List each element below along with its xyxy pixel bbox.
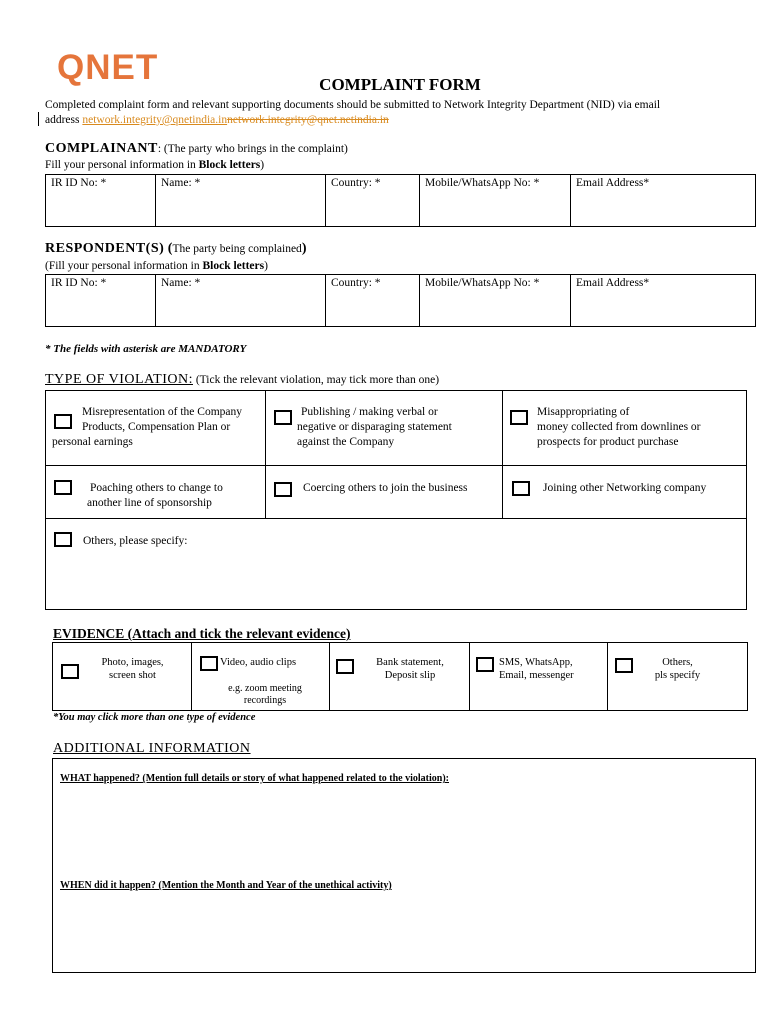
coercing-checkbox[interactable] — [274, 482, 292, 497]
others-specify-field[interactable] — [83, 552, 733, 602]
coercing-label: Coercing others to join the business — [303, 482, 468, 494]
joining-label: Joining other Networking company — [543, 482, 707, 494]
label-line: negative or disparaging statement — [297, 421, 452, 433]
respondent-irid-field[interactable]: IR ID No: * — [46, 275, 156, 327]
misappropriating-checkbox[interactable] — [510, 410, 528, 425]
complainant-mobile-field[interactable]: Mobile/WhatsApp No: * — [420, 175, 571, 227]
instruction-close: ) — [260, 159, 265, 171]
violation-title: TYPE OF VIOLATION: — [45, 372, 193, 387]
label-line: SMS, WhatsApp, — [499, 657, 573, 668]
instruction-text: (Fill your personal information in — [45, 260, 203, 272]
divider — [607, 642, 608, 710]
text-cursor — [38, 112, 39, 126]
label-line: another line of sponsorship — [87, 497, 212, 509]
others-label: Others, please specify: — [83, 535, 188, 547]
label-line: prospects for product purchase — [537, 436, 679, 448]
photo-label — [80, 656, 185, 682]
respondent-email-field[interactable]: Email Address* — [571, 275, 756, 327]
label-line: personal earnings — [52, 436, 133, 448]
others-checkbox[interactable] — [54, 532, 72, 547]
label-line: money collected from downlines or — [537, 421, 701, 433]
instruction-text: Fill your personal information in — [45, 159, 199, 171]
divider — [469, 642, 470, 710]
intro-text — [45, 98, 735, 128]
label-line: recordings — [243, 695, 287, 706]
instruction-close: ) — [264, 260, 268, 272]
poaching-label — [87, 481, 262, 511]
sms-label — [499, 656, 604, 682]
label-line: against the Company — [297, 436, 395, 448]
qnet-logo: QNET — [57, 48, 159, 87]
intro-line-1: Completed complaint form and relevant supporting documents should be submitted to Network Integrity Department (NID) via email — [45, 99, 661, 111]
divider — [502, 390, 503, 518]
misappropriating-label — [537, 405, 742, 450]
complainant-email-field[interactable]: Email Address* — [571, 175, 756, 227]
additional-heading: ADDITIONAL INFORMATION — [53, 741, 251, 756]
publishing-checkbox[interactable] — [274, 410, 292, 425]
evidence-note: *You may click more than one type of evidence — [53, 712, 256, 723]
poaching-checkbox[interactable] — [54, 480, 72, 495]
respondent-paren-close: ) — [301, 241, 307, 256]
video-note — [205, 683, 325, 707]
label-line: Deposit slip — [384, 670, 436, 681]
email-link[interactable]: network.integrity@qnetindia.in — [82, 114, 228, 126]
label-line: Publishing / making verbal or — [301, 406, 438, 418]
video-label: Video, audio clips — [220, 657, 297, 668]
evidence-heading: EVIDENCE (Attach and tick the relevant evidence) — [53, 626, 351, 641]
respondent-title: RESPONDENT(S) — [45, 241, 165, 256]
joining-checkbox[interactable] — [512, 481, 530, 496]
label-line: Email, messenger — [499, 670, 574, 681]
evidence-others-label — [635, 656, 720, 682]
when-answer-field[interactable] — [60, 896, 750, 966]
sms-checkbox[interactable] — [476, 657, 494, 672]
label-line: Photo, images, — [101, 657, 164, 668]
complainant-table — [45, 174, 756, 227]
evidence-others-checkbox[interactable] — [615, 658, 633, 673]
violation-subtitle: (Tick the relevant violation, may tick more than one) — [192, 374, 440, 386]
label-line: Misappropriating of — [537, 406, 630, 418]
photo-checkbox[interactable] — [61, 664, 79, 679]
complainant-irid-field[interactable]: IR ID No: * — [46, 175, 156, 227]
complainant-instruction — [45, 159, 264, 171]
bank-label — [355, 656, 465, 682]
instruction-bold: Block letters — [202, 260, 265, 272]
video-checkbox[interactable] — [200, 656, 218, 671]
misrepresentation-label — [52, 405, 264, 450]
respondent-table — [45, 274, 756, 327]
complainant-country-field[interactable]: Country: * — [326, 175, 420, 227]
respondent-heading — [45, 241, 306, 257]
divider — [329, 642, 330, 710]
bank-checkbox[interactable] — [336, 659, 354, 674]
label-line: Bank statement, — [376, 657, 444, 668]
complainant-title: COMPLAINANT — [45, 141, 158, 156]
violation-heading — [45, 372, 439, 388]
respondent-mobile-field[interactable]: Mobile/WhatsApp No: * — [420, 275, 571, 327]
label-line: Others, — [662, 657, 693, 668]
what-question: WHAT happened? (Mention full details or story of what happened related to the violation): — [60, 773, 449, 784]
respondent-country-field[interactable]: Country: * — [326, 275, 420, 327]
email-strikethrough: network.integrity@qnet.netindia.in — [227, 114, 389, 126]
intro-line-2 — [45, 113, 735, 128]
divider — [265, 390, 266, 518]
label-line: pls specify — [654, 670, 701, 681]
respondent-name-field[interactable]: Name: * — [156, 275, 326, 327]
divider — [45, 465, 746, 466]
complainant-subtitle: : (The party who brings in the complaint) — [157, 143, 348, 155]
label-line: screen shot — [109, 670, 156, 681]
complainant-name-field[interactable]: Name: * — [156, 175, 326, 227]
respondent-instruction — [45, 260, 268, 272]
label-line: e.g. zoom meeting — [228, 683, 302, 694]
page-title: COMPLAINT FORM — [319, 75, 481, 94]
divider — [45, 518, 746, 519]
divider — [191, 642, 192, 710]
publishing-label — [297, 405, 497, 450]
label-line: Misrepresentation of the Company — [82, 406, 243, 418]
when-question: WHEN did it happen? (Mention the Month and Year of the unethical activity) — [60, 880, 392, 891]
instruction-bold: Block letters — [198, 159, 261, 171]
respondent-subtitle: The party being complained — [172, 243, 302, 255]
mandatory-note: * The fields with asterisk are MANDATORY — [45, 343, 247, 355]
label-line: Poaching others to change to — [90, 482, 223, 494]
label-line: Products, Compensation Plan or — [82, 421, 231, 433]
complainant-heading — [45, 141, 348, 157]
what-answer-field[interactable] — [60, 790, 750, 870]
respondent-paren-open: ( — [164, 241, 173, 256]
intro-prefix: address — [45, 114, 83, 126]
